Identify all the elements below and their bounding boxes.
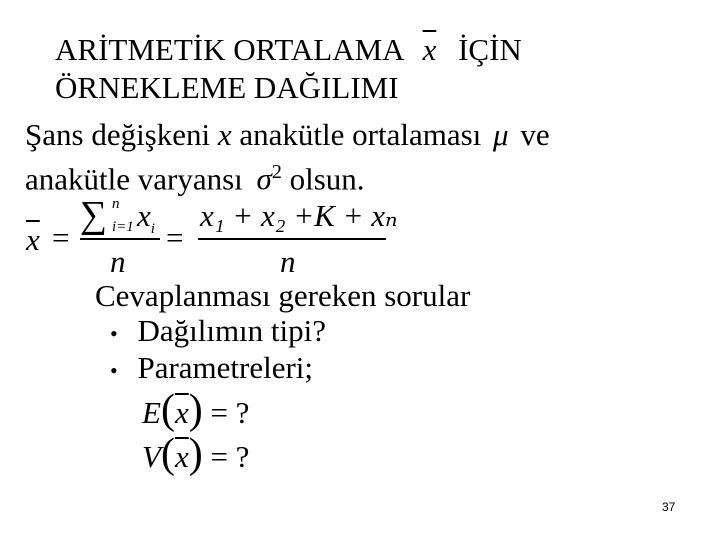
title-text-suffix: İÇİN [458,32,522,67]
variance-formula [142,431,250,477]
intro-line1 [25,119,550,151]
fraction-1-numerator [80,196,107,234]
intro-var-x: x [217,117,232,152]
fraction-2-bar [198,238,386,240]
bullet-item-1-text: Dağılımın tipi? [137,313,327,348]
bullet-item-1 [110,315,326,350]
intro-line2 [25,156,365,195]
variance-xbar: $\overline{x}$ [174,439,189,474]
fraction-1-bar [80,238,160,240]
fraction-2-numerator: x₁ + x₂ +K + xₙ [200,198,398,233]
bullet-icon: • [110,358,118,383]
expectation-xbar: $\overline{x}$ [174,395,189,430]
variance-operator: V [142,439,161,474]
bullet-item-2-text: Parametreleri; [137,350,314,385]
sigma-symbol: σ [256,161,272,197]
formula-lhs-xbar: $\overline{x}$ [26,222,40,257]
sigma-exponent: 2 [271,161,282,183]
left-paren: ( [160,387,175,433]
intro-text-c: ve [520,117,550,152]
fraction-1-denominator: n [110,244,126,279]
slide-title-line1 [55,34,522,66]
right-paren: ) [188,387,203,433]
title-line2-text: ÖRNEKLEME DAĞILIMI [55,70,399,105]
fraction-2-denominator: n [280,244,296,279]
intro-text-e: olsun. [289,161,365,197]
expectation-rest: = ? [210,395,250,430]
sum-lower-limit: i=1 [112,219,134,235]
questions-heading: Cevaplanması gereken sorular [95,278,471,313]
expectation-operator: E [142,395,161,430]
sum-symbol: ∑ [80,194,108,236]
bullet-icon: • [110,321,118,346]
title-text-prefix: ARİTMETİK ORTALAMA [55,32,403,67]
left-paren: ( [160,431,175,477]
intro-text-a: Şans değişkeni [25,117,211,152]
right-paren: ) [188,431,203,477]
formula-equals-2: = [166,220,184,255]
sum-term: $x_i$ [137,198,155,238]
variance-rest: = ? [210,439,250,474]
bullet-item-2 [110,352,313,387]
intro-text-b: anakütle ortalaması [239,117,482,152]
mu-symbol: μ [493,117,509,152]
slide-title-line2 [55,72,399,104]
sum-term-subscript: i [150,221,155,238]
page-number: 37 [662,500,676,514]
formula-equals-1: = [52,220,70,255]
sum-upper-limit: n [112,196,120,212]
expectation-formula [142,387,250,433]
title-xbar-symbol: $\overline{x}$ [422,32,437,67]
intro-text-d: anakütle varyansı [25,161,243,197]
